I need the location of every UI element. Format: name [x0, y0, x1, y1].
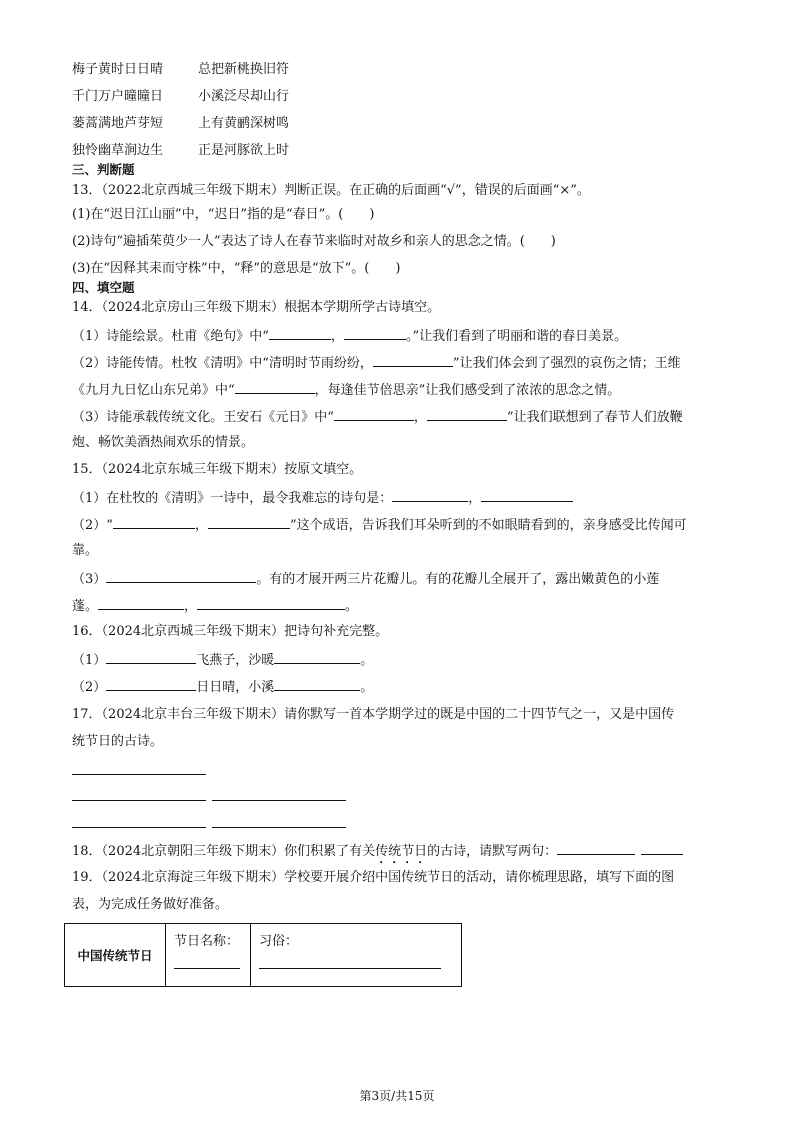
answer-blank[interactable]	[334, 406, 414, 421]
question-16-part-2	[72, 676, 373, 698]
text: 。有的才展开两三片花瓣儿。有的花瓣儿全展开了，露出嫩黄色的小莲	[256, 572, 660, 587]
answer-line[interactable]	[212, 827, 346, 828]
text: ，	[413, 410, 427, 425]
question-13-stem: 13．（2022北京西城三年级下期末）判断正误。在正确的后面画“√”，错误的后面画“×”。	[72, 183, 590, 198]
text: ，每逢佳节倍思亲”让我们感受到了浓浓的思念之情。	[314, 383, 621, 398]
answer-blank[interactable]	[427, 406, 507, 421]
question-15-part-2	[72, 514, 687, 536]
answer-blank[interactable]	[641, 840, 683, 855]
answer-blank[interactable]	[106, 676, 196, 691]
text: 18．（2024北京朝阳三年级下期末）你们积累了有关	[72, 844, 376, 859]
poem-left: 蒌蒿满地芦芽短	[72, 116, 164, 131]
answer-blank[interactable]	[557, 840, 635, 855]
question-14-part-3	[72, 406, 683, 428]
question-13-item-3: (3)在“因释其耒而守株”中，“释”的意思是“放下”。( )	[72, 261, 401, 276]
text: ，	[194, 518, 208, 533]
festival-name-label: 节日名称：	[174, 934, 240, 949]
question-15-part-3-cont	[72, 595, 358, 617]
text: （3）诗能承载传统文化。王安石《元日》中“	[72, 410, 334, 425]
text: （2）“	[72, 518, 113, 533]
question-15-part-2-cont: 靠。	[72, 543, 99, 558]
question-15-part-1	[72, 487, 573, 509]
question-15-stem: 15．（2024北京东城三年级下期末）按原文填空。	[72, 462, 363, 477]
section-title-judgment: 三、判断题	[72, 162, 135, 177]
answer-blank[interactable]	[344, 325, 406, 340]
question-16-stem: 16．（2024北京西城三年级下期末）把诗句补充完整。	[72, 624, 389, 639]
text: ”这个成语，告诉我们耳朵听到的不如眼睛看到的，亲身感受比传闻可	[289, 518, 687, 533]
text: ”让我们联想到了春节人们放鞭	[506, 410, 683, 425]
question-15-part-3	[72, 568, 659, 590]
poem-right: 正是河豚欲上时	[198, 143, 290, 158]
question-14-part-1	[72, 325, 627, 347]
question-13-item-1: (1)在“迟日江山丽”中，“迟日”指的是“春日”。( )	[72, 207, 375, 222]
table-header-cell: 中国传统节日	[65, 924, 166, 987]
question-14-stem: 14．（2024北京房山三年级下期末）根据本学期所学古诗填空。	[72, 300, 441, 315]
poem-right: 总把新桃换旧符	[198, 62, 290, 77]
festival-table	[64, 923, 462, 987]
text: ，	[184, 599, 198, 614]
poem-right: 小溪泛尽却山行	[198, 89, 290, 104]
text: 的古诗，请默写两句：	[427, 844, 558, 859]
poem-left: 千门万户曈曈日	[72, 89, 164, 104]
question-19-stem-cont: 表，为完成任务做好准备。	[72, 897, 229, 912]
answer-line[interactable]	[72, 800, 206, 801]
text: 。	[345, 599, 359, 614]
question-17-stem: 17．（2024北京丰台三年级下期末）请你默写一首本学期学过的既是中国的二十四节气之一，又是中国传	[72, 707, 675, 722]
answer-blank[interactable]	[235, 379, 315, 394]
question-13-item-2: (2)诗句“遍插茱萸少一人”表达了诗人在春节来临时对故乡和亲人的思念之情。( )	[72, 234, 556, 249]
question-14-part-3-cont: 炮、畅饮美酒热闹欢乐的情景。	[72, 435, 255, 450]
text: ，	[468, 491, 482, 506]
answer-blank[interactable]	[373, 352, 453, 367]
answer-blank[interactable]	[197, 595, 345, 610]
answer-blank[interactable]	[392, 487, 468, 502]
custom-label: 习俗：	[259, 934, 299, 949]
text: ”让我们体会到了强烈的哀伤之情；王维	[452, 356, 681, 371]
custom-blank[interactable]	[259, 968, 441, 969]
text: （2）诗能传情。杜牧《清明》中“清明时节雨纷纷，	[72, 356, 373, 371]
text: （1）在杜牧的《清明》一诗中，最令我难忘的诗句是：	[72, 491, 393, 506]
page-footer: 第3页/共15页	[359, 1089, 435, 1103]
answer-blank[interactable]	[269, 325, 331, 340]
text: 《九月九日忆山东兄弟》中“	[72, 383, 235, 398]
text: （2）	[72, 680, 107, 695]
question-14-part-2-cont	[72, 379, 620, 401]
text: ，	[330, 329, 344, 344]
poem-left: 梅子黄时日日晴	[72, 62, 164, 77]
festival-name-blank[interactable]	[174, 968, 240, 969]
answer-line[interactable]	[212, 800, 346, 801]
text: 日日晴，小溪	[196, 680, 275, 695]
answer-blank[interactable]	[274, 649, 360, 664]
section-title-fill: 四、填空题	[72, 280, 135, 295]
question-14-part-2	[72, 352, 681, 374]
custom-cell	[251, 924, 462, 987]
text: （1）	[72, 653, 107, 668]
answer-line[interactable]	[72, 774, 206, 775]
answer-blank[interactable]	[481, 487, 573, 502]
poem-right: 上有黄鹂深树鸣	[198, 116, 290, 131]
festival-name-cell	[166, 924, 251, 987]
answer-blank[interactable]	[106, 568, 256, 583]
text: （1）诗能绘景。杜甫《绝句》中“	[72, 329, 269, 344]
text: 飞燕子，沙暖	[196, 653, 275, 668]
emphasized-text: 传统节日	[375, 844, 428, 859]
answer-blank[interactable]	[106, 649, 196, 664]
text: （3）	[72, 572, 107, 587]
text: 。	[360, 680, 374, 695]
answer-blank[interactable]	[208, 514, 290, 529]
question-18-stem	[72, 840, 683, 867]
question-16-part-1	[72, 649, 373, 671]
question-17-stem-cont: 统节日的古诗。	[72, 734, 164, 749]
text: 蓬。	[72, 599, 99, 614]
question-19-stem: 19．（2024北京海淀三年级下期末）学校要开展介绍中国传统节日的活动，请你梳理思路，填写下面的图	[72, 870, 675, 885]
answer-blank[interactable]	[274, 676, 360, 691]
answer-line[interactable]	[72, 827, 206, 828]
text: 。”让我们看到了明丽和谐的春日美景。	[405, 329, 628, 344]
answer-blank[interactable]	[98, 595, 184, 610]
answer-blank[interactable]	[113, 514, 195, 529]
text: 。	[360, 653, 374, 668]
poem-left: 独怜幽草涧边生	[72, 143, 164, 158]
